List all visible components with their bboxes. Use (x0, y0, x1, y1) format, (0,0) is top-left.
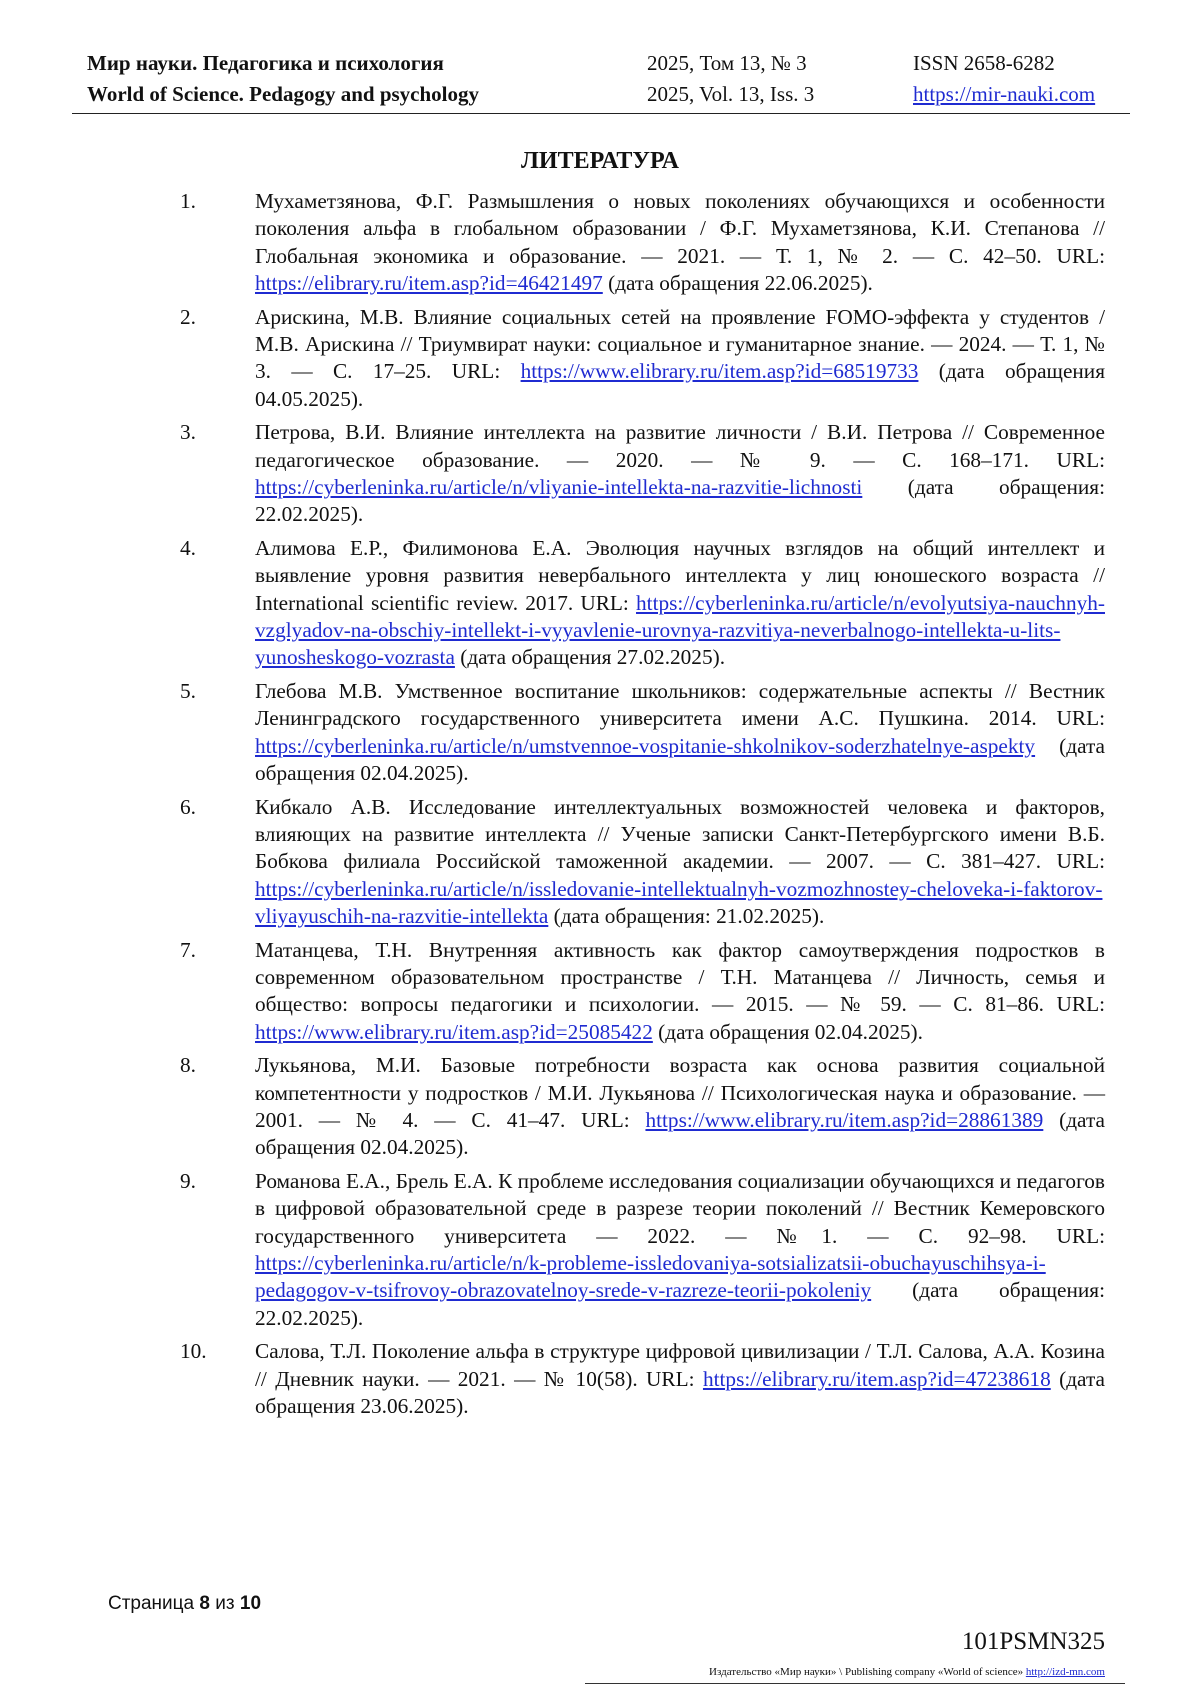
publisher-line: Издательство «Мир науки» \ Publishing company «World of science» http://izd-mn.com (709, 1666, 1105, 1678)
reference-item (180, 419, 1105, 528)
reference-number: 10. (180, 1339, 207, 1364)
page-number: Страница 8 из 10 (108, 1593, 262, 1614)
reference-number: 9. (180, 1169, 196, 1194)
reference-number: 2. (180, 304, 196, 329)
reference-link[interactable]: https://cyberleninka.ru/article/n/vliyanie-intellekta-na-razvitie-lichnosti (255, 474, 863, 499)
reference-link[interactable]: https://elibrary.ru/item.asp?id=47238618 (702, 1366, 1051, 1391)
journal-title-ru: Мир науки. Педагогика и психология (87, 51, 444, 75)
reference-number: 7. (180, 937, 196, 962)
reference-item (180, 678, 1105, 787)
reference-number: 8. (180, 1053, 196, 1078)
reference-link[interactable]: https://www.elibrary.ru/item.asp?id=25085422 (255, 1019, 653, 1044)
article-code: 101PSMN325 (961, 1628, 1105, 1655)
reference-text: Арискина, М.В. Влияние социальных сетей на проявление FOMO-эффекта у студентов / М.В. Арискина // Триумвират науки: социальное и гуманитарное знание. — 2024. — Т. 1, № 3. — С. 17–25. URL: https://www.elibrary.ru/item.asp?id=68519733 (дата обращения 04.05.2025). (255, 304, 1105, 411)
reference-item (180, 1052, 1105, 1161)
reference-text: Мухаметзянова, Ф.Г. Размышления о новых поколениях обучающихся и особенности поколения альфа в глобальном образовании / Ф.Г. Мухаметзянова, К.И. Степанова // Глобальная экономика и образование. — 2021. — Т. 1, № 2. — С. 42–50. URL: https://elibrary.ru/item.asp?id=46421497 (дата обращения 22.06.2025). (255, 189, 1105, 295)
reference-item (180, 1168, 1105, 1332)
reference-link[interactable]: https://cyberleninka.ru/article/n/umstvennoe-vospitanie-shkolnikov-soderzhatelnye-aspekty (255, 733, 1036, 758)
reference-item (180, 188, 1105, 297)
reference-link[interactable]: https://cyberleninka.ru/article/n/issledovanie-intellektualnyh-vozmozhnostey-cheloveka-i-faktorov-vliyayuschih-na-razvitie-intellekta (255, 876, 1103, 928)
publisher-link[interactable]: http://izd-mn.com (1025, 1666, 1105, 1678)
reference-text: Лукьянова, М.И. Базовые потребности возраста как основа развития социальной компетентности у подростков / М.И. Лукьянова // Психологическая наука и образование. — 2001. — № 4. — С. 41–47. URL: https://www.elibrary.ru/item.asp?id=28861389 (дата обращения 02.04.2025). (255, 1053, 1105, 1160)
reference-text: Петрова, В.И. Влияние интеллекта на развитие личности / В.И. Петрова // Современное педагогическое образование. — 2020. — № 9. — С. 168–171. URL: https://cyberleninka.ru/article/n/vliyanie-intellekta-na-razvitie-lichnosti (дата обращения: 22.02.2025). (255, 420, 1105, 527)
issn: ISSN 2658-6282 (913, 51, 1055, 75)
reference-link[interactable]: https://cyberleninka.ru/article/n/evolyutsiya-nauchnyh-vzglyadov-na-obschiy-intellekt-i-vyyavlenie-urovnya-razvitiya-neverbalnogo-intellekta-u-lits-yunosheskogo-vozrasta (255, 590, 1105, 670)
reference-item (180, 937, 1105, 1046)
reference-number: 3. (180, 420, 196, 445)
reference-text: Матанцева, Т.Н. Внутренняя активность как фактор самоутверждения подростков в современном образовательном пространстве / Т.Н. Матанцева // Личность, семья и общество: вопросы педагогики и психологии. — 2015. — № 59. — С. 81–86. URL: https://www.elibrary.ru/item.asp?id=25085422 (дата обращения 02.04.2025). (255, 937, 1105, 1044)
reference-text: Глебова М.В. Умственное воспитание школьников: содержательные аспекты // Вестник Ленинградского государственного университета имени А.С. Пушкина. 2014. URL: https://cyberleninka.ru/article/n/umstvennoe-vospitanie-shkolnikov-soderzhatelnye-aspekty (дата обращения 02.04.2025). (255, 679, 1105, 785)
reference-number: 4. (180, 536, 196, 561)
journal-title-en: World of Science. Pedagogy and psychology (87, 82, 480, 106)
journal-site-link[interactable]: https://mir-nauki.com (913, 82, 1096, 106)
reference-item (180, 794, 1105, 930)
reference-link[interactable]: https://www.elibrary.ru/item.asp?id=68519733 (520, 359, 919, 384)
section-title: ЛИТЕРАТУРА (521, 148, 679, 174)
reference-link[interactable]: https://elibrary.ru/item.asp?id=46421497 (255, 270, 603, 295)
reference-link[interactable]: https://www.elibrary.ru/item.asp?id=28861389 (645, 1108, 1044, 1132)
reference-text: Алимова Е.Р., Филимонова Е.А. Эволюция научных взглядов на общий интеллект и выявление уровня развития невербального интеллекта у лиц юношеского возраста // International scientific review. 2017. URL: https://cyberleninka.ru/article/n/evolyutsiya-nauchnyh-vzglyadov-na-obschiy-intellekt-i-vyyavlenie-urovnya-razvitiya-neverbalnogo-intellekta-u-lits-yunosheskogo-vozrasta (дата обращения 27.02.2025). (255, 536, 1105, 670)
reference-number: 1. (180, 189, 196, 213)
issue-ru: 2025, Том 13, № 3 (647, 51, 807, 75)
reference-text: Романова Е.А., Брель Е.А. К проблеме исследования социализации обучающихся и педагогов в цифровой образовательной среде в разрезе теории поколений // Вестник Кемеровского государственного университета — 2022. — №1. — С. 92–98. URL: https://cyberleninka.ru/article/n/k-probleme-issledovaniya-sotsializatsii-obuchayuschihsya-i-pedagogov-v-tsifrovoy-obrazovatelnoy-srede-v-razreze-teorii-pokoleniy (дата обращения: 22.02.2025). (255, 1169, 1105, 1330)
reference-text: Кибкало А.В. Исследование интеллектуальных возможностей человека и факторов, влияющих на развитие интеллекта // Ученые записки Санкт-Петербургского имени В.Б. Бобкова филиала Российской таможенной академии. — 2007. — С. 381–427. URL: https://cyberleninka.ru/article/n/issledovanie-intellektualnyh-vozmozhnostey-cheloveka-i-faktorov-vliyayuschih-na-razvitie-intellekta (дата обращения: 21.02.2025). (255, 794, 1105, 928)
reference-item (180, 304, 1105, 413)
reference-number: 5. (180, 679, 196, 704)
reference-link[interactable]: https://cyberleninka.ru/article/n/k-probleme-issledovaniya-sotsializatsii-obuchayuschihsya-i-pedagogov-v-tsifrovoy-obrazovatelnoy-srede-v-razreze-teorii-pokoleniy (255, 1250, 1046, 1303)
reference-item (180, 535, 1105, 671)
footer-divider (585, 1683, 1125, 1684)
header-divider (72, 113, 1130, 114)
reference-number: 6. (180, 794, 196, 819)
reference-list (180, 188, 1105, 1427)
issue-en: 2025, Vol. 13, Iss. 3 (647, 82, 815, 106)
reference-text: Салова, Т.Л. Поколение альфа в структуре цифровой цивилизации / Т.Л. Салова, А.А. Козина // Дневник науки. — 2021. — № 10(58). URL: https://elibrary.ru/item.asp?id=47238618 (дата обращения 23.06.2025). (255, 1339, 1105, 1418)
reference-item (180, 1338, 1105, 1420)
